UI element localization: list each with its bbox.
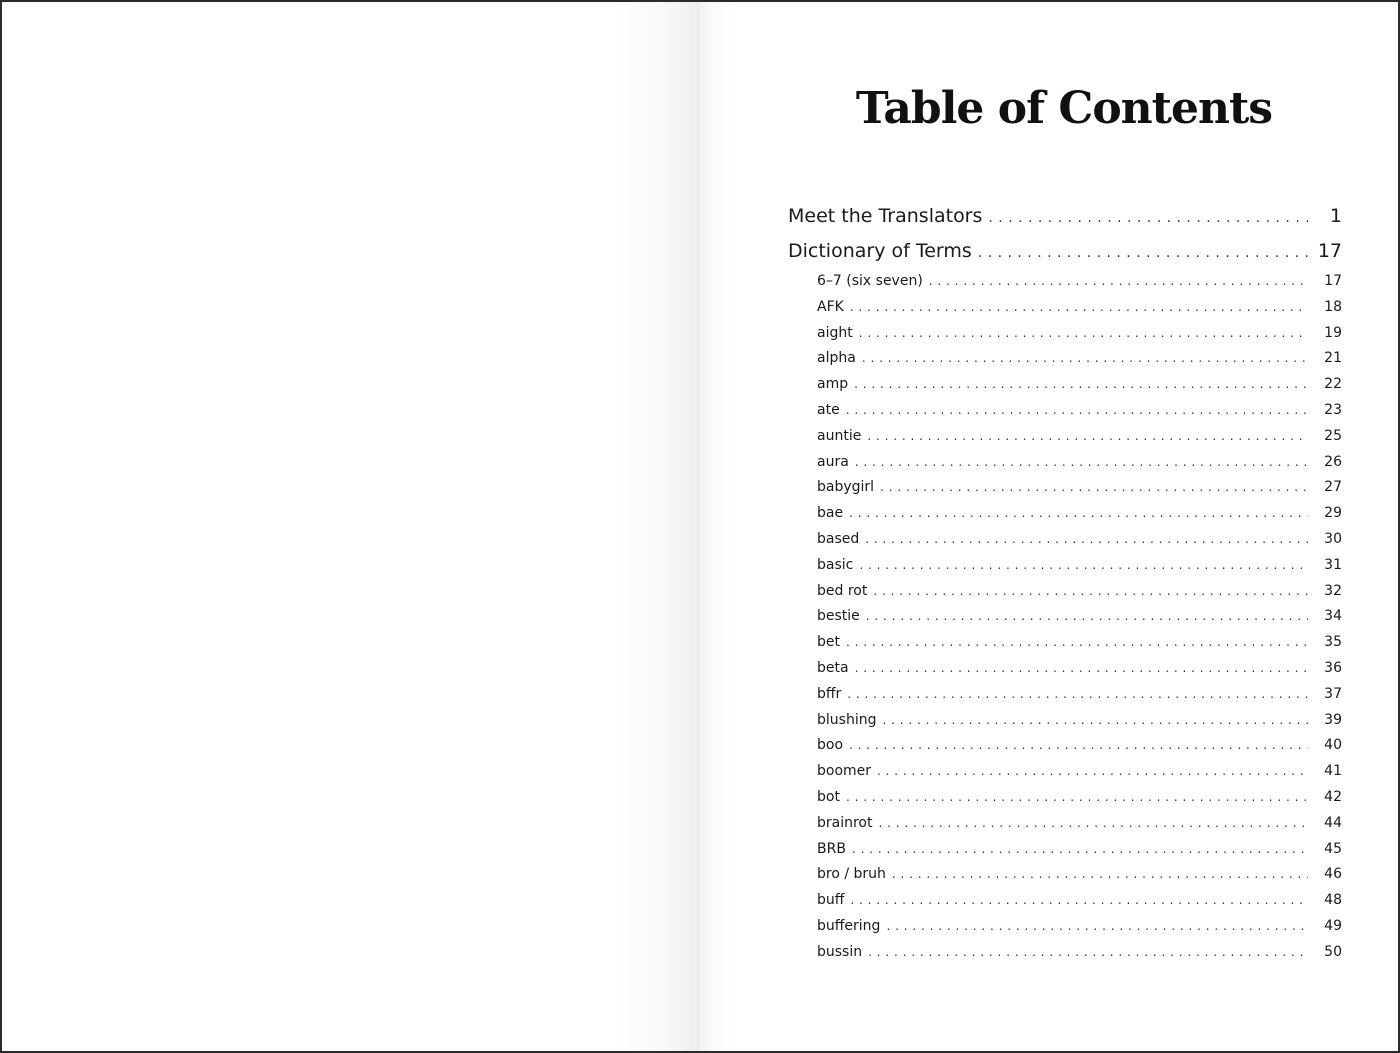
dot-leader [880, 475, 1308, 501]
dot-leader [892, 862, 1308, 888]
toc-entry-label: buffering [817, 917, 881, 934]
toc-entry-term[interactable] [788, 346, 1342, 372]
toc-entry-page-number: 30 [1324, 530, 1342, 547]
toc-entry-term[interactable] [788, 759, 1342, 785]
toc-entry-term[interactable] [788, 940, 1342, 966]
toc-entry-term[interactable] [788, 501, 1342, 527]
dot-leader [859, 321, 1308, 347]
toc-entry-term[interactable] [788, 295, 1342, 321]
toc-entry-term[interactable] [788, 733, 1342, 759]
dot-leader [865, 527, 1308, 553]
toc-entry-label: bed rot [817, 582, 868, 599]
dot-leader [855, 450, 1308, 476]
toc-entry-term[interactable] [788, 269, 1342, 295]
toc-entry-label: brainrot [817, 814, 873, 831]
dot-leader [879, 811, 1309, 837]
toc-entry-term[interactable] [788, 656, 1342, 682]
toc-entry-label: ate [817, 401, 840, 418]
dot-leader [886, 914, 1308, 940]
toc-entry-label: auntie [817, 427, 862, 444]
toc-entry-term[interactable] [788, 475, 1342, 501]
toc-entry-page-number: 1 [1329, 205, 1342, 227]
dot-leader [866, 604, 1308, 630]
toc-entry-page-number: 50 [1324, 943, 1342, 960]
toc-entry-page-number: 22 [1324, 376, 1342, 393]
left-page [2, 2, 700, 1051]
dot-leader [847, 682, 1308, 708]
toc-entry-page-number: 34 [1324, 608, 1342, 625]
dot-leader [859, 553, 1308, 579]
toc-entry-page-number: 42 [1324, 788, 1342, 805]
toc-entry-label: buff [817, 892, 845, 909]
toc-entry-page-number: 19 [1324, 324, 1342, 341]
toc-entry-term[interactable] [788, 450, 1342, 476]
toc-entry-page-number: 39 [1324, 711, 1342, 728]
toc-entry-page-number: 46 [1324, 866, 1342, 883]
dot-leader [978, 236, 1308, 271]
right-page [700, 2, 1398, 1051]
toc-entry-term[interactable] [788, 553, 1342, 579]
toc-entry-label: alpha [817, 350, 856, 367]
toc-entry-term[interactable] [788, 527, 1342, 553]
toc-entry-main[interactable] [788, 234, 1342, 269]
dot-leader [862, 346, 1308, 372]
toc-entry-label: bestie [817, 608, 860, 625]
toc-entry-page-number: 23 [1324, 401, 1342, 418]
dot-leader [846, 630, 1308, 656]
toc-entry-term[interactable] [788, 682, 1342, 708]
toc-entry-page-number: 35 [1324, 634, 1342, 651]
toc-entry-label: based [817, 530, 860, 547]
toc-entry-page-number: 48 [1324, 892, 1342, 909]
toc-entry-label: bffr [817, 685, 842, 702]
toc-entry-label: AFK [817, 298, 844, 315]
toc-entry-page-number: 21 [1324, 350, 1342, 367]
toc-entry-label: beta [817, 659, 849, 676]
toc-entry-term[interactable] [788, 811, 1342, 837]
toc-entry-page-number: 26 [1324, 453, 1342, 470]
toc-entry-page-number: 41 [1324, 763, 1342, 780]
dot-leader [868, 940, 1308, 966]
dot-leader [849, 733, 1308, 759]
toc-entry-page-number: 49 [1324, 917, 1342, 934]
dot-leader [846, 398, 1308, 424]
toc-entry-page-number: 44 [1324, 814, 1342, 831]
toc-entry-term[interactable] [788, 321, 1342, 347]
toc-entry-term[interactable] [788, 708, 1342, 734]
toc-entry-term[interactable] [788, 862, 1342, 888]
toc-entry-main[interactable] [788, 199, 1342, 234]
toc-entry-label: basic [817, 556, 854, 573]
toc-entry-term[interactable] [788, 785, 1342, 811]
dot-leader [882, 708, 1308, 734]
toc-entry-page-number: 29 [1324, 505, 1342, 522]
toc-entry-label: aight [817, 324, 853, 341]
dot-leader [873, 579, 1308, 605]
dot-leader [854, 372, 1308, 398]
toc-entry-page-number: 17 [1317, 240, 1342, 262]
toc-entry-page-number: 27 [1324, 479, 1342, 496]
toc-entry-page-number: 36 [1324, 659, 1342, 676]
dot-leader [988, 201, 1308, 236]
toc-entry-term[interactable] [788, 630, 1342, 656]
toc-entry-term[interactable] [788, 837, 1342, 863]
toc-entry-term[interactable] [788, 888, 1342, 914]
dot-leader [929, 269, 1308, 295]
toc-entry-term[interactable] [788, 604, 1342, 630]
toc-entry-page-number: 25 [1324, 427, 1342, 444]
toc-entry-term[interactable] [788, 914, 1342, 940]
dot-leader [852, 837, 1308, 863]
toc-entry-term[interactable] [788, 398, 1342, 424]
toc-entry-label: aura [817, 453, 849, 470]
dot-leader [867, 424, 1308, 450]
dot-leader [850, 888, 1308, 914]
dot-leader [855, 656, 1308, 682]
toc-entry-page-number: 17 [1324, 273, 1342, 289]
toc-entry-page-number: 32 [1324, 582, 1342, 599]
toc-entry-label: boo [817, 737, 844, 754]
toc-entry-page-number: 18 [1324, 298, 1342, 315]
dot-leader [850, 295, 1308, 321]
toc-entry-label: boomer [817, 763, 872, 780]
toc-entry-label: 6–7 (six seven) [817, 273, 923, 289]
toc-entry-page-number: 40 [1324, 737, 1342, 754]
toc-entry-label: amp [817, 376, 849, 393]
toc-entry-page-number: 31 [1324, 556, 1342, 573]
toc-entry-label: bussin [817, 943, 863, 960]
toc-list [788, 199, 1342, 966]
toc-entry-label: bot [817, 788, 840, 805]
toc-entry-term[interactable] [788, 424, 1342, 450]
toc-entry-label: babygirl [817, 479, 875, 496]
toc-entry-label: bro / bruh [817, 866, 886, 883]
page-title: Table of Contents [855, 83, 1273, 134]
dot-leader [846, 785, 1308, 811]
dot-leader [877, 759, 1308, 785]
toc-entry-label: blushing [817, 711, 877, 728]
dot-leader [849, 501, 1308, 527]
toc-entry-label: Meet the Translators [788, 205, 983, 227]
toc-entry-page-number: 45 [1324, 840, 1342, 857]
toc-entry-term[interactable] [788, 579, 1342, 605]
toc-entry-term[interactable] [788, 372, 1342, 398]
toc-entry-label: bae [817, 505, 844, 522]
toc-entry-label: Dictionary of Terms [788, 240, 972, 262]
toc-entry-page-number: 37 [1324, 685, 1342, 702]
toc-entry-label: BRB [817, 840, 846, 857]
toc-entry-label: bet [817, 634, 840, 651]
